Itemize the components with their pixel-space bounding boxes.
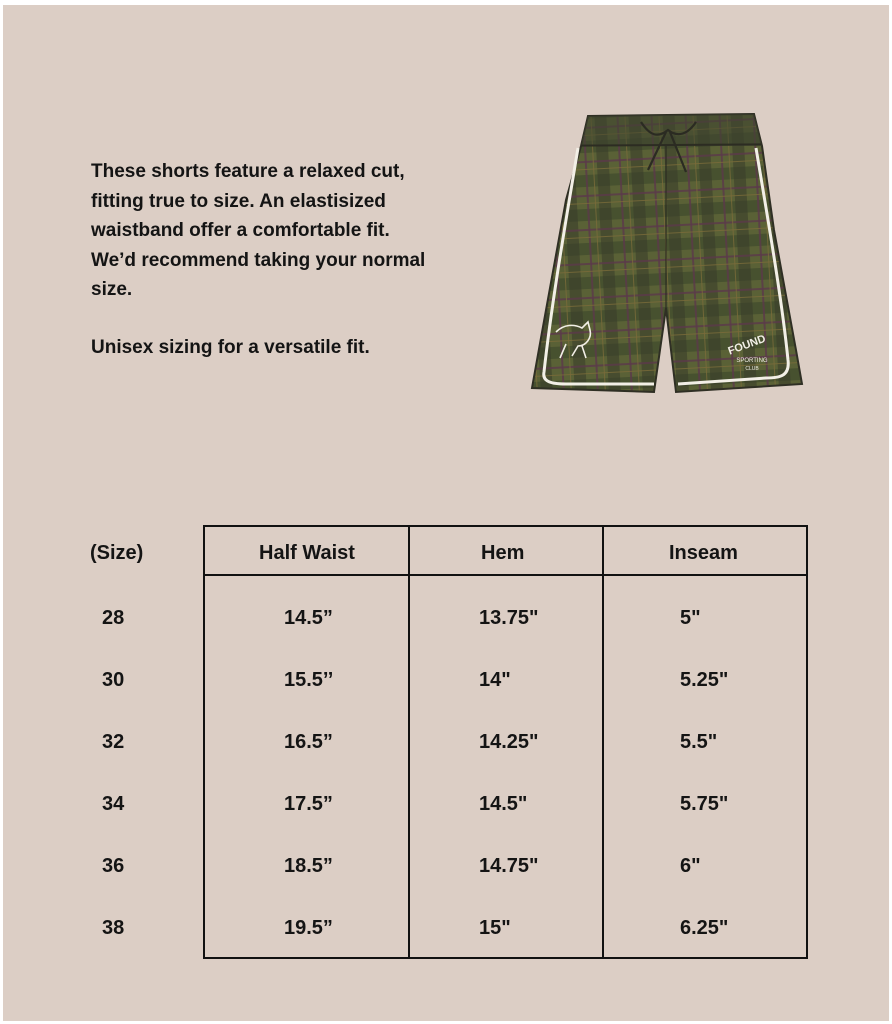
half-waist-cell: 18.5” xyxy=(284,855,333,877)
size-cell: 34 xyxy=(102,793,125,815)
table-header-divider xyxy=(203,574,808,576)
table-divider xyxy=(408,525,410,959)
size-cell: 38 xyxy=(102,917,125,939)
description-line: waistband offer a comfortable fit. xyxy=(91,220,390,241)
description-paragraph-unisex: Unisex sizing for a versatile fit. xyxy=(91,336,370,358)
half-waist-cell: 14.5” xyxy=(284,607,333,629)
shorts-logo-subtext-2: CLUB xyxy=(745,366,759,372)
shorts-logo-subtext: SPORTING xyxy=(736,358,768,364)
inseam-cell: 6.25" xyxy=(680,917,729,939)
description-line: fitting true to size. An elastisized xyxy=(91,190,386,212)
hem-cell: 15" xyxy=(479,917,511,939)
size-cell: 36 xyxy=(102,855,125,877)
inseam-cell: 5" xyxy=(680,607,701,629)
table-header-size: (Size) xyxy=(90,542,144,564)
hem-cell: 14.25" xyxy=(479,731,539,753)
inseam-cell: 5.5" xyxy=(680,731,718,753)
hem-cell: 14" xyxy=(479,669,511,691)
hem-cell: 14.5" xyxy=(479,793,528,815)
table-header-half-waist: Half Waist xyxy=(259,542,355,564)
half-waist-cell: 16.5” xyxy=(284,731,333,753)
product-description xyxy=(91,157,491,362)
description-line: size. xyxy=(91,279,133,300)
half-waist-cell: 17.5” xyxy=(284,793,333,815)
description-line: These shorts feature a relaxed cut, xyxy=(91,161,405,182)
inseam-cell: 6" xyxy=(680,855,701,877)
hem-cell: 13.75" xyxy=(479,607,539,629)
half-waist-cell: 19.5” xyxy=(284,917,333,939)
inseam-cell: 5.25" xyxy=(680,669,729,691)
table-header-hem: Hem xyxy=(481,542,525,564)
product-image-plaid-shorts xyxy=(526,110,808,402)
size-cell: 30 xyxy=(102,669,125,691)
half-waist-cell: 15.5’’ xyxy=(284,669,334,691)
table-header-inseam: Inseam xyxy=(669,542,738,564)
table-divider xyxy=(602,525,604,959)
size-cell: 32 xyxy=(102,731,125,753)
description-paragraph-fit xyxy=(91,157,491,305)
description-line: We’d recommend taking your normal xyxy=(91,249,426,271)
inseam-cell: 5.75" xyxy=(680,793,729,815)
shorts-logo-text: FOUND xyxy=(726,332,768,358)
size-cell: 28 xyxy=(102,607,125,629)
hem-cell: 14.75" xyxy=(479,855,539,877)
